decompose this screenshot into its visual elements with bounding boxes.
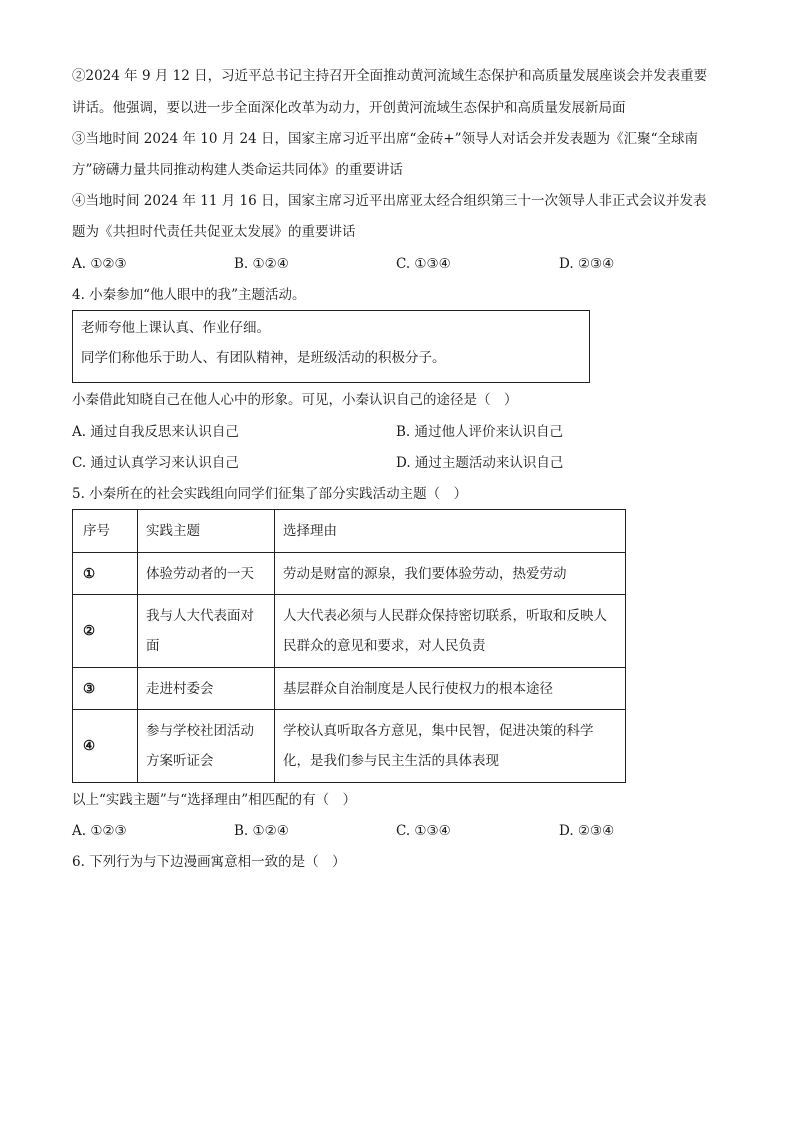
q4-stem: 4. 小秦参加“他人眼中的我”主题活动。 — [72, 287, 306, 303]
header-reason: 选择理由 — [275, 510, 626, 553]
q5-option-d: D. ②③④ — [559, 823, 615, 839]
q4-material-box — [72, 310, 590, 383]
row-reason: 人大代表必须与人民群众保持密切联系，听取和反映人民群众的意见和要求，对人民负责 — [275, 595, 626, 668]
q4-option-a: A. 通过自我反思来认识自己 — [72, 424, 239, 440]
row-topic: 我与人大代表面对面 — [138, 595, 275, 668]
q4-option-d: D. 通过主题活动来认识自己 — [396, 455, 564, 471]
row-reason: 基层群众自治制度是人民行使权力的根本途径 — [275, 668, 626, 710]
row-number: ④ — [73, 710, 138, 783]
row-reason: 劳动是财富的源泉，我们要体验劳动，热爱劳动 — [275, 553, 626, 595]
q3-option-d: D. ②③④ — [559, 256, 615, 272]
row-topic: 走进村委会 — [138, 668, 275, 710]
q3-option-a: A. ①②③ — [72, 256, 127, 272]
q3-item-2-line2: 讲话。他强调，要以进一步全面深化改革为动力，开创黄河流域生态保护和高质量发展新局面 — [72, 100, 626, 116]
q3-item-4-line1: ④当地时间 2024 年 11 月 16 日，国家主席习近平出席亚太经合组织第三十一次领导人非正式会议并发表 — [72, 193, 707, 209]
q5-question: 以上“实践主题”与“选择理由”相匹配的有（ ） — [72, 792, 357, 808]
q4-option-c: C. 通过认真学习来认识自己 — [72, 455, 239, 471]
q5-option-a: A. ①②③ — [72, 823, 127, 839]
q4-question: 小秦借此知晓自己在他人心中的形象。可见，小秦认识自己的途径是（ ） — [72, 392, 518, 408]
q3-item-2-line1: ②2024 年 9 月 12 日，习近平总书记主持召开全面推动黄河流域生态保护和高质量发展座谈会并发表重要 — [72, 68, 708, 84]
row-number: ② — [73, 595, 138, 668]
q6-stem: 6. 下列行为与下边漫画寓意相一致的是（ ） — [72, 854, 346, 870]
header-topic: 实践主题 — [138, 510, 275, 553]
table-row — [73, 595, 626, 668]
row-topic: 体验劳动者的一天 — [138, 553, 275, 595]
q4-box-line-2: 同学们称他乐于助人、有团队精神，是班级活动的积极分子。 — [81, 350, 446, 366]
q3-item-4-line2: 题为《共担时代责任共促亚太发展》的重要讲话 — [72, 224, 356, 240]
q3-option-b: B. ①②④ — [234, 256, 289, 272]
table-header-row — [73, 510, 626, 553]
table-row — [73, 553, 626, 595]
q3-option-c: C. ①③④ — [396, 256, 451, 272]
row-topic: 参与学校社团活动方案听证会 — [138, 710, 275, 783]
row-number: ③ — [73, 668, 138, 710]
row-number: ① — [73, 553, 138, 595]
table-row — [73, 668, 626, 710]
q4-option-b: B. 通过他人评价来认识自己 — [396, 424, 564, 440]
q5-option-b: B. ①②④ — [234, 823, 289, 839]
q3-item-3-line2: 方”磅礴力量共同推动构建人类命运共同体》的重要讲话 — [72, 162, 403, 178]
q5-table — [72, 509, 626, 783]
q4-box-line-1: 老师夸他上课认真、作业仔细。 — [81, 320, 270, 336]
q5-option-c: C. ①③④ — [396, 823, 451, 839]
q3-item-3-line1: ③当地时间 2024 年 10 月 24 日，国家主席习近平出席“金砖+”领导人对话会并发表题为《汇聚“全球南 — [72, 131, 698, 147]
row-reason: 学校认真听取各方意见，集中民智，促进决策的科学化，是我们参与民主生活的具体表现 — [275, 710, 626, 783]
table-row — [73, 710, 626, 783]
header-number: 序号 — [73, 510, 138, 553]
q5-stem: 5. 小秦所在的社会实践组向同学们征集了部分实践活动主题（ ） — [72, 486, 468, 502]
